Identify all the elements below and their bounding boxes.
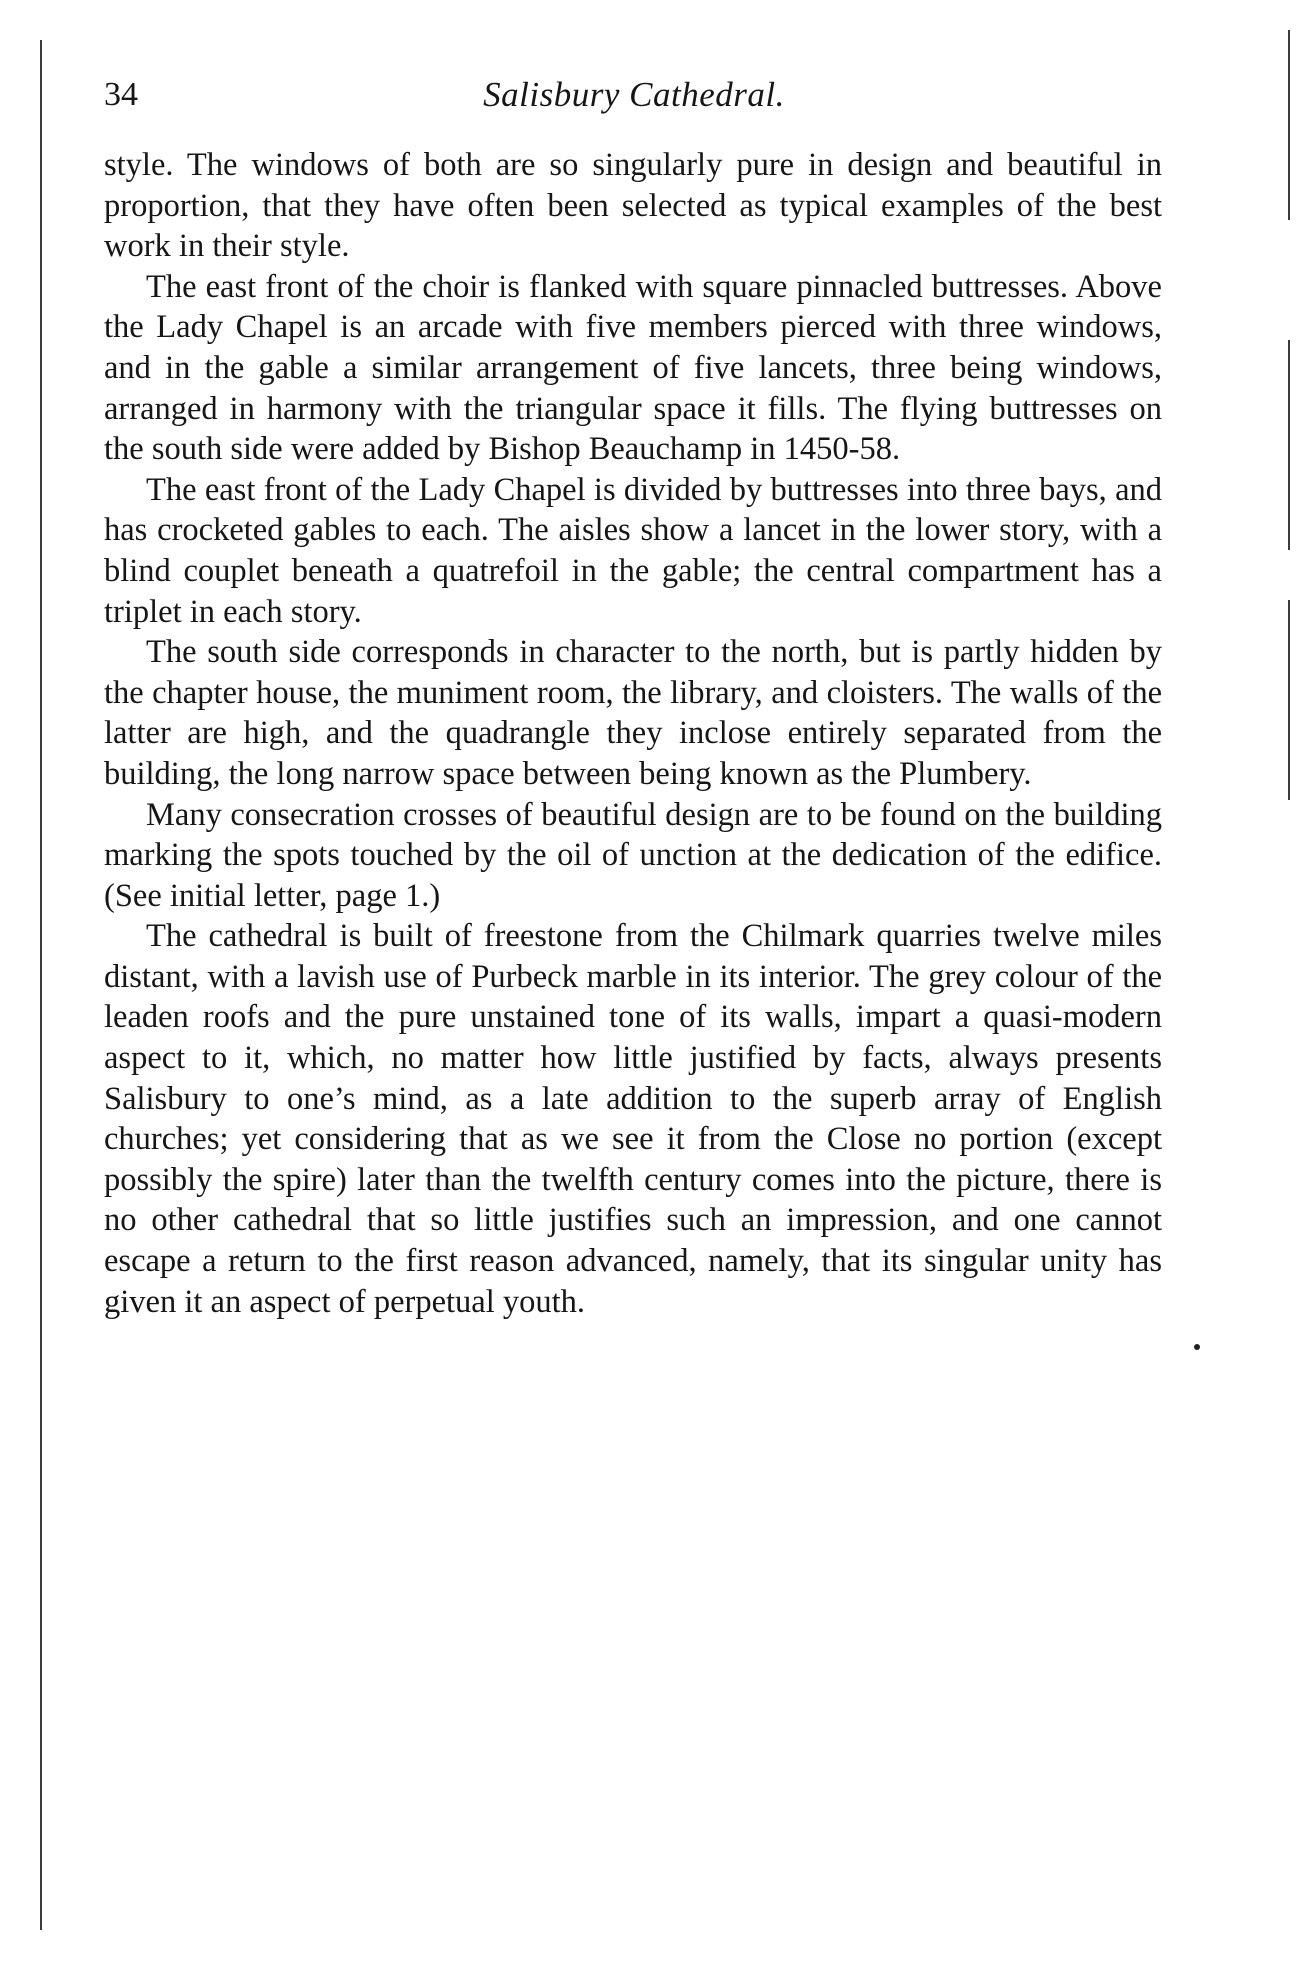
paragraph: The east front of the Lady Chapel is divided by buttresses into three bays, and has crocketed gables to each. The aisles show a lancet in the lower story, with a blind couplet beneath a quatrefoil in the gable; the central compartment has a triplet in each story. xyxy=(104,471,1162,630)
ink-speck xyxy=(1194,1344,1200,1350)
running-title: Salisbury Cathedral. xyxy=(483,75,785,114)
paragraph: The east front of the choir is flanked with square pinnacled buttresses. Above the Lady Chapel is an arcade with five members pierced with three windows, and in the gable a similar arrangement of five lancets, three being windows, arranged in harmony with the triangular space it fills. The flying buttresses on the south side were added by Bishop Beauchamp in 1450-58. xyxy=(104,268,1162,468)
scan-edge-right-rule xyxy=(1288,600,1290,800)
paragraph: The south side corresponds in character to the north, but is partly hidden by the chapter house, the muniment room, the library, and cloisters. The walls of the latter are high, and the quadrangle they inclose entirely separated from the building, the long narrow space between being known as the Plumbery. xyxy=(104,634,1162,792)
page-number: 34 xyxy=(104,76,138,113)
scan-edge-right-rule xyxy=(1288,30,1290,220)
scan-edge-left-rule xyxy=(40,40,42,1930)
paragraph: The cathedral is built of freestone from the Chilmark quarries twelve miles distant, with a lavish use of Purbeck marble in its interior. The grey colour of the leaden roofs and the pure unstained tone of its walls, impart a quasi-modern aspect to it, which, no matter how little justified by facts, always presents Salisbury to one’s mind, as a late addition to the superb array of English churches; yet considering that as we see it from the Close no portion (except possibly the spire) later than the twelfth century comes into the picture, there is no other cathedral that so little justifies such an impression, and one cannot escape a return to the first reason advanced, namely, that its singular unity has given it an aspect of perpetual youth. xyxy=(104,918,1162,1320)
body-text xyxy=(104,145,1162,1322)
paragraph: Many consecration crosses of beautiful design are to be found on the building marking the spots touched by the oil of unction at the dedication of the edifice. (See initial letter, page 1.) xyxy=(104,796,1162,914)
scan-edge-right-rule xyxy=(1288,340,1290,550)
paragraph: style. The windows of both are so singularly pure in design and beautiful in proportion, that they have often been selected as typical examples of the best work in their style. xyxy=(104,147,1162,265)
running-head xyxy=(104,70,1164,120)
